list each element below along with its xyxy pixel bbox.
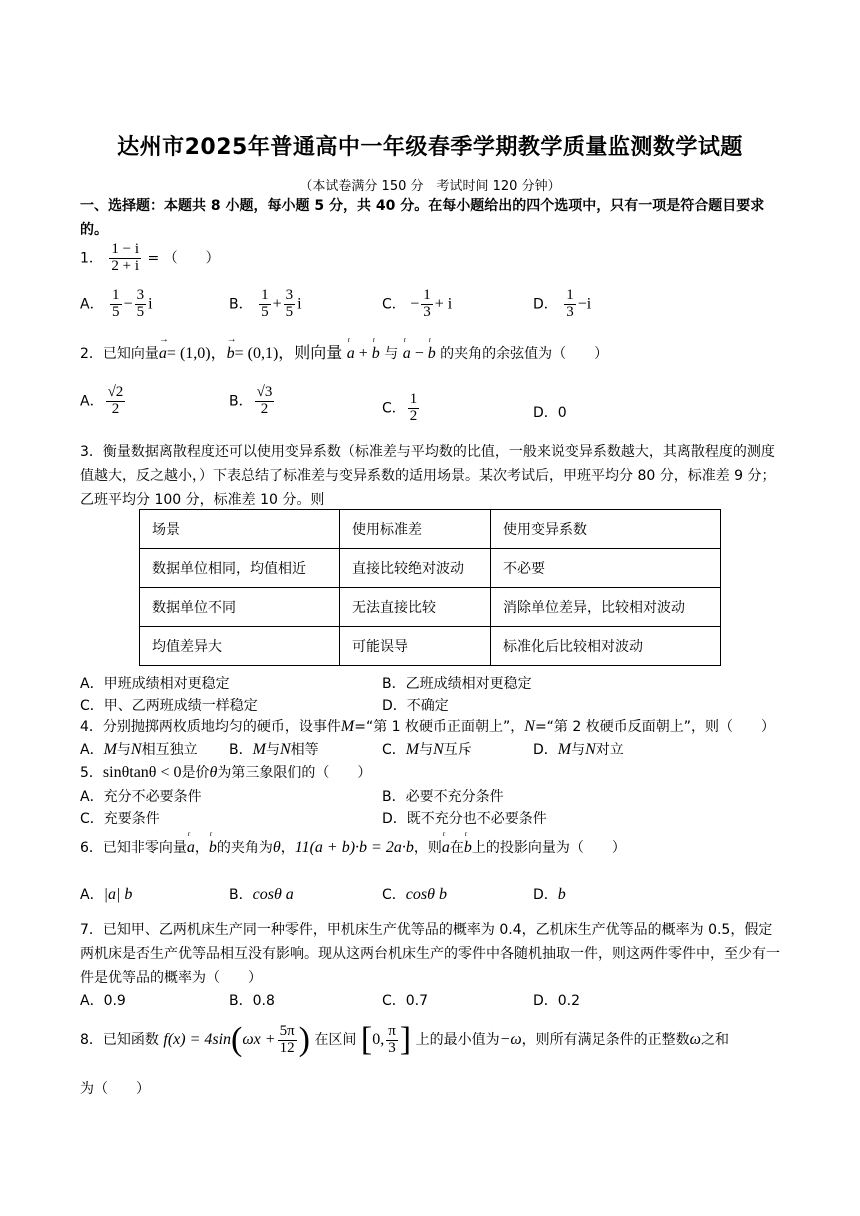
q6-option-a[interactable]: A．|a| b — [80, 886, 133, 903]
question-6: 6．已知非零向量r a，r b的夹角为θ，11(a + b)·b = 2a·b，则r a在r b上的投影向量为（ ） — [80, 837, 626, 857]
page-title: 达州市2025年普通高中一年级春季学期教学质量监测数学试题 — [117, 135, 743, 160]
question-1: 1． $\frac{1 - i}{2 + i}$ = （ ） — [80, 241, 220, 274]
q5-option-b[interactable]: B．必要不充分条件 — [382, 789, 504, 805]
comparison-table — [139, 509, 721, 666]
q7-option-c[interactable]: C．0.7 — [382, 993, 429, 1009]
question-7: 7．已知甲、乙两机床生产同一种零件，甲机床生产优等品的概率为 0.4，乙机床生产优等品的概率为 0.5，假定两机床是否生产优等品相互没有影响。现从这两台机床生产的零件中各随机抽取一件，则这两件零件中，至少有一件是优等品的概率为（ ） — [80, 922, 780, 986]
q1-fraction: $\frac{1 - i}{2 + i}$ — [111, 241, 140, 274]
q4-option-c[interactable]: C．M与N互斥 — [382, 741, 472, 758]
q4-option-a[interactable]: A．M与N相互独立 — [80, 741, 198, 758]
q3-option-c[interactable]: C．甲、乙两班成绩一样稳定 — [80, 698, 258, 714]
q3-option-b[interactable]: B．乙班成绩相对更稳定 — [382, 676, 532, 692]
q2-option-c[interactable]: C． $\frac{1}{2}$ — [382, 391, 418, 424]
question-4: 4．分别抛掷两枚质地均匀的硬币，设事件M=“第 1 枚硬币正面朝上”，N=“第 2 枚硬币反面朝上”，则（ ） — [80, 718, 775, 735]
table-row: 场景 使用标准差 使用变异系数 — [140, 510, 721, 549]
question-5: 5．sinθtanθ < 0是价θ为第三象限们的（ ） — [80, 764, 372, 781]
q6-option-c[interactable]: C．cosθ b — [382, 886, 447, 903]
table-row: 均值差异大 可能误导 标准化后比较相对波动 — [140, 627, 721, 666]
q2-option-a[interactable]: A． $\frac{√2}{2}$ — [80, 384, 124, 417]
table-row: 数据单位不同 无法直接比较 消除单位差异，比较相对波动 — [140, 588, 721, 627]
q2-option-b[interactable]: B． $\frac{√3}{2}$ — [229, 384, 273, 417]
q1-option-a[interactable]: A． $\frac{1}{5}$ − $\frac{3}{5}$ i — [80, 287, 153, 320]
table-row: 数据单位相同，均值相近 直接比较绝对波动 不必要 — [140, 549, 721, 588]
q7-option-b[interactable]: B．0.8 — [229, 993, 275, 1009]
q1-option-c[interactable]: C． − $\frac{1}{3}$ + i — [382, 287, 453, 320]
question-2: 2．已知向量→ a= (1,0)，→ b= (0,1)，则向量 r a + r b 与 r a − r b 的夹角的余弦值为（ ） — [80, 340, 608, 363]
question-3: 3．衡量数据离散程度还可以使用变异系数（标准差与平均数的比值，一般来说变异系数越大，其离散程度的测度值越大，反之越小，）下表总结了标准差与变异系数的适用场景。某次考试后，甲班平均分 80 分，标准差 9 分；乙班平均分 100 分，标准差 10 分。则 — [80, 444, 776, 508]
q5-option-a[interactable]: A．充分不必要条件 — [80, 789, 202, 805]
q1-option-b[interactable]: B． $\frac{1}{5}$ + $\frac{3}{5}$ i — [229, 287, 302, 320]
section-heading: 一、选择题：本题共 8 小题，每小题 5 分，共 40 分。在每小题给出的四个选项中，只有一项是符合题目要求的。 — [80, 198, 765, 238]
q4-option-b[interactable]: B．M与N相等 — [229, 741, 319, 758]
q6-option-d[interactable]: D．b — [533, 886, 566, 903]
question-8-continued: 为（ ） — [80, 1081, 150, 1097]
q5-option-d[interactable]: D．既不充分也不必要条件 — [382, 811, 547, 827]
q4-option-d[interactable]: D．M与N对立 — [533, 741, 624, 758]
q6-option-b[interactable]: B．cosθ a — [229, 886, 294, 903]
q7-option-d[interactable]: D．0.2 — [533, 993, 581, 1009]
q5-option-c[interactable]: C．充要条件 — [80, 811, 160, 827]
exam-info: （本试卷满分 150 分 考试时间 120 分钟） — [299, 179, 561, 194]
q3-option-a[interactable]: A．甲班成绩相对更稳定 — [80, 676, 230, 692]
q2-option-d[interactable]: D．0 — [533, 405, 567, 421]
question-8: 8．已知函数 f(x) = 4sin(ωx + $\frac{5\pi}{12}$ ) 在区间 [0, $\frac{\pi}{3}$ ] 上的最小值为−ω，则所有满足条件的正整数ω之和 — [80, 1021, 729, 1058]
q3-option-d[interactable]: D．不确定 — [382, 698, 449, 714]
q7-option-a[interactable]: A．0.9 — [80, 993, 126, 1009]
q1-option-d[interactable]: D． $\frac{1}{3}$ −i — [533, 287, 592, 320]
